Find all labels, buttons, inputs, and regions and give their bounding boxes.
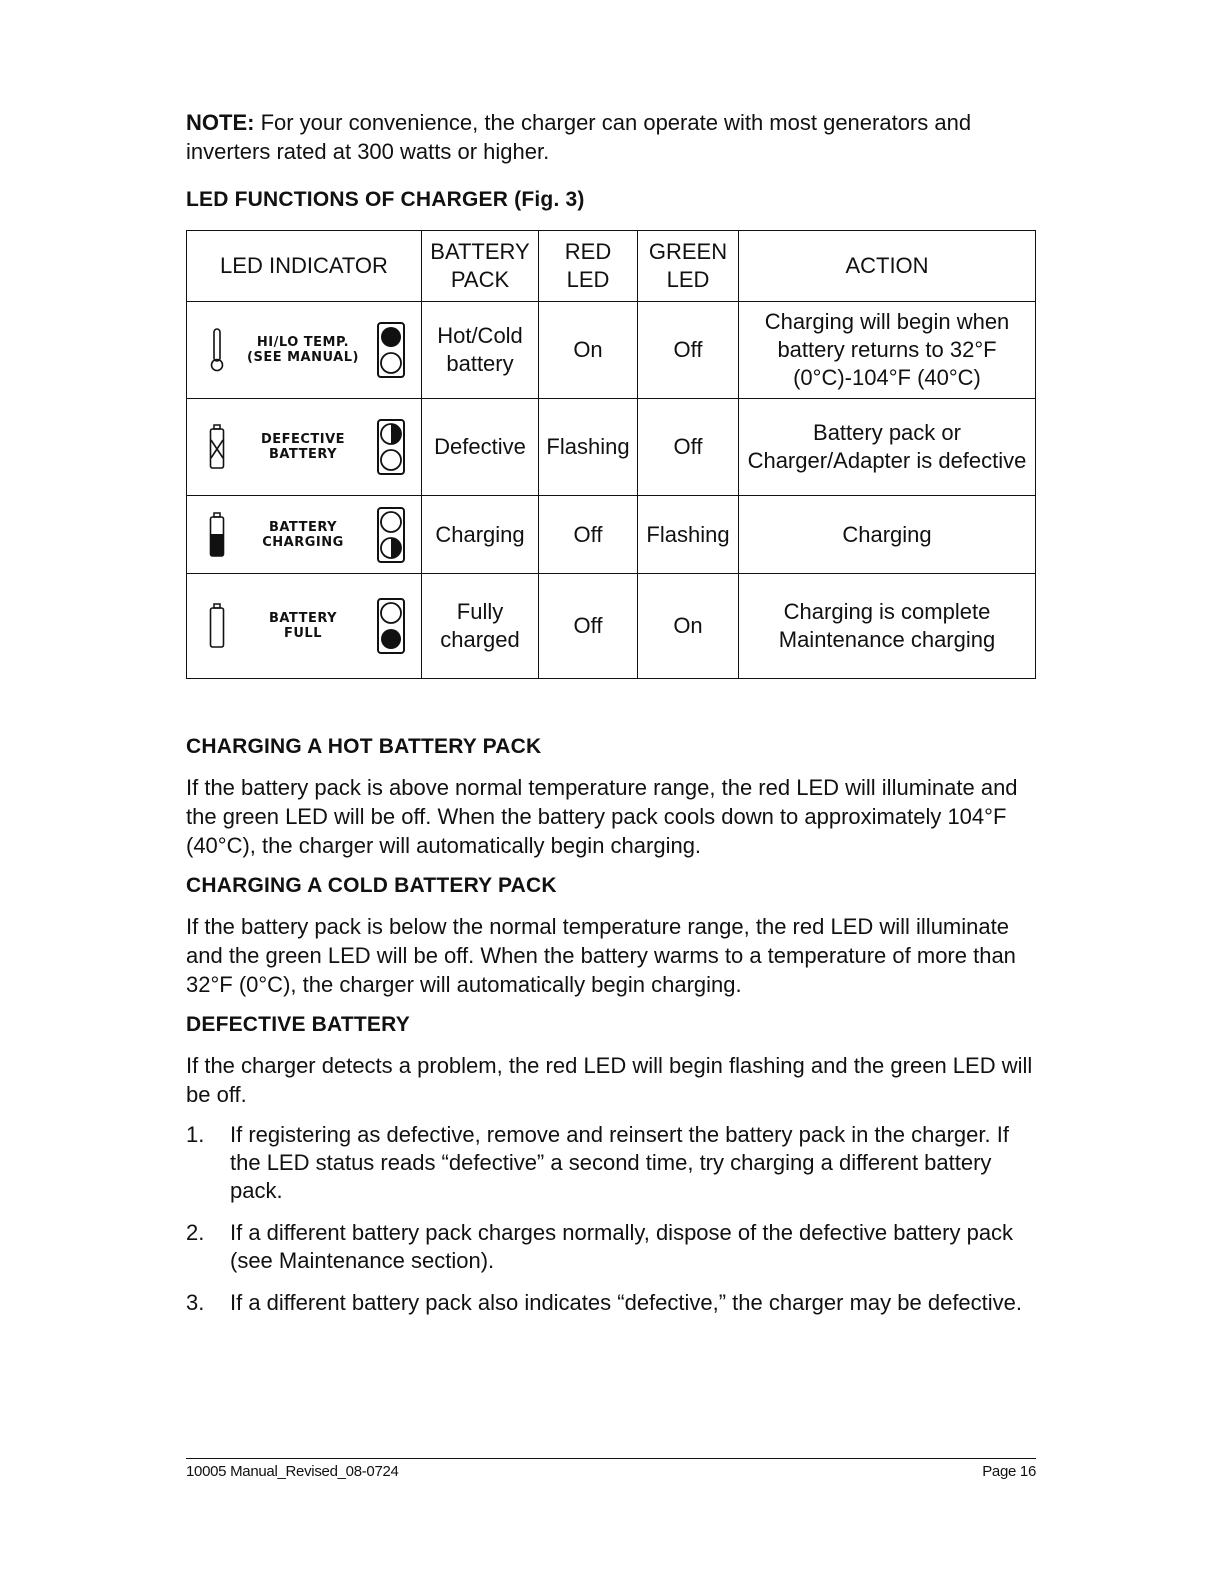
led-lamp-icon: [377, 419, 407, 475]
led-indicator-cell: [187, 302, 422, 399]
defective-battery-heading: DEFECTIVE BATTERY: [186, 1013, 410, 1036]
cold-battery-paragraph: If the battery pack is below the normal temperature range, the red LED will illuminate and the green LED will be off. When the battery warms to a temperature of more than 32°F (0°C), the charger will automatically begin charging.: [186, 914, 1016, 997]
defective-battery-paragraph: If the charger detects a problem, the red LED will begin flashing and the green LED will be off.: [186, 1053, 1033, 1107]
step-number: 1.: [186, 1122, 205, 1147]
led-indicator-cell: [187, 399, 422, 496]
battery-pack-cell: Defective: [422, 399, 539, 496]
red-led-cell: Off: [539, 574, 638, 679]
led-lamp-icon: [377, 322, 407, 378]
table-row: [187, 302, 1036, 399]
note-paragraph: [186, 108, 1036, 166]
green-led-cell: Flashing: [638, 496, 739, 574]
led-lamp-icon: [377, 598, 407, 654]
led-indicator-cell: [187, 496, 422, 574]
col-battery-pack: BATTERY PACK: [422, 231, 539, 302]
list-item: [186, 1289, 1036, 1317]
step-number: 3.: [186, 1290, 205, 1315]
col-green-led: GREEN LED: [638, 231, 739, 302]
hot-battery-heading: CHARGING A HOT BATTERY PACK: [186, 735, 542, 758]
document-id: 10005 Manual_Revised_08-0724: [186, 1463, 399, 1480]
page-number: Page 16: [982, 1463, 1036, 1480]
step-text: If registering as defective, remove and reinsert the battery pack in the charger. If the LED status reads “defective” a second time, try charging a different battery pack.: [230, 1122, 1009, 1203]
table-row: [187, 399, 1036, 496]
step-number: 2.: [186, 1220, 205, 1245]
battery-pack-cell: Fully charged: [422, 574, 539, 679]
action-cell: Battery pack or Charger/Adapter is defective: [739, 399, 1036, 496]
manual-page: [186, 108, 1036, 1331]
page-footer: [186, 1458, 1036, 1480]
list-item: [186, 1121, 1036, 1205]
defective-steps-list: [186, 1121, 1036, 1317]
note-label: NOTE:: [186, 110, 255, 135]
defective-battery-icon: [205, 424, 229, 470]
action-cell: Charging: [739, 496, 1036, 574]
col-action: ACTION: [739, 231, 1036, 302]
indicator-label: BATTERY FULL: [268, 611, 338, 641]
battery-charging-icon: [205, 512, 229, 558]
col-led-indicator: LED INDICATOR: [187, 231, 422, 302]
red-led-cell: Off: [539, 496, 638, 574]
thermometer-icon: [205, 328, 229, 372]
red-led-cell: On: [539, 302, 638, 399]
indicator-label: DEFECTIVE BATTERY: [260, 432, 346, 462]
green-led-cell: Off: [638, 302, 739, 399]
led-functions-table: [186, 230, 1036, 679]
table-row: [187, 574, 1036, 679]
indicator-label: HI/LO TEMP. (SEE MANUAL): [247, 335, 359, 365]
action-cell: Charging is complete Maintenance charging: [739, 574, 1036, 679]
note-text: For your convenience, the charger can operate with most generators and inverters rated at 300 watts or higher.: [186, 110, 972, 164]
table-header-row: [187, 231, 1036, 302]
battery-pack-cell: Hot/Cold battery: [422, 302, 539, 399]
col-red-led: RED LED: [539, 231, 638, 302]
battery-pack-cell: Charging: [422, 496, 539, 574]
indicator-label: BATTERY CHARGING: [262, 519, 344, 550]
led-lamp-icon: [377, 507, 407, 563]
step-text: If a different battery pack charges normally, dispose of the defective battery pack (see Maintenance section).: [230, 1220, 1014, 1273]
cold-battery-heading: CHARGING A COLD BATTERY PACK: [186, 874, 557, 897]
hot-battery-paragraph: If the battery pack is above normal temperature range, the red LED will illuminate and the green LED will be off. When the battery pack cools down to approximately 104°F (40°C), the charger will automatically begin charging.: [186, 775, 1018, 858]
action-cell: Charging will begin when battery returns to 32°F (0°C)-104°F (40°C): [739, 302, 1036, 399]
battery-full-icon: [205, 603, 229, 649]
green-led-cell: Off: [638, 399, 739, 496]
red-led-cell: Flashing: [539, 399, 638, 496]
green-led-cell: On: [638, 574, 739, 679]
led-functions-heading: LED FUNCTIONS OF CHARGER (Fig. 3): [186, 188, 585, 211]
led-indicator-cell: [187, 574, 422, 679]
table-row: [187, 496, 1036, 574]
list-item: [186, 1219, 1036, 1275]
step-text: If a different battery pack also indicates “defective,” the charger may be defective.: [230, 1290, 1023, 1315]
